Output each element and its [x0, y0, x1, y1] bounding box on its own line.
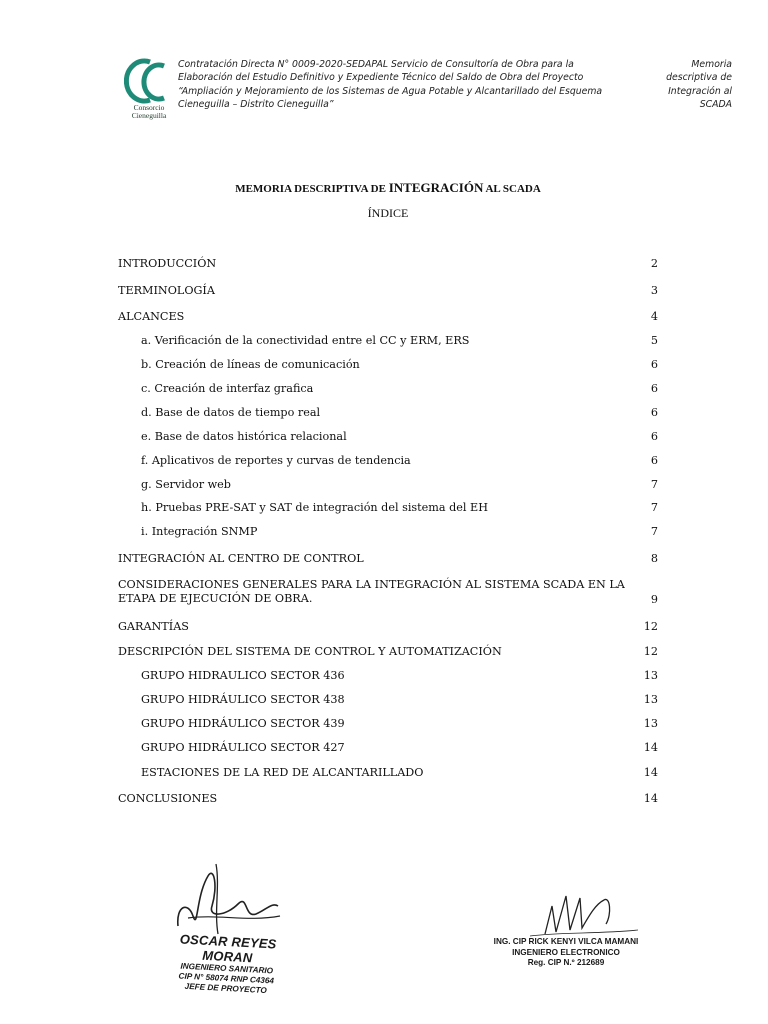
signature-right: [520, 884, 640, 944]
toc-entry-title: GRUPO HIDRÁULICO SECTOR 438: [141, 693, 345, 706]
toc-entry-page: 13: [643, 717, 658, 730]
toc-entry-page: 9: [650, 593, 658, 606]
index-title: ÍNDICE: [367, 206, 409, 220]
toc-entry-page: 3: [650, 284, 658, 297]
logo-brand-text: Consorcio Cieneguilla: [131, 103, 167, 120]
toc-entry-page: 13: [643, 669, 658, 682]
toc-entry-page: 13: [643, 693, 658, 706]
toc-entry-title: INTRODUCCIÓN: [118, 257, 217, 270]
toc-entry-title: e. Base de datos histórica relacional: [141, 430, 347, 443]
toc-entry-title: GRUPO HIDRÁULICO SECTOR 427: [141, 741, 345, 754]
toc-entry-title: a. Verificación de la conectividad entre el CC y ERM, ERS: [141, 334, 470, 347]
toc-entry-page: 6: [650, 382, 658, 395]
toc-entry-page: 6: [650, 454, 658, 467]
toc-entry-page: 6: [650, 430, 658, 443]
cc-logo-icon: [124, 56, 174, 106]
toc-entry-page: 7: [650, 478, 658, 491]
toc-entry-title: DESCRIPCIÓN DEL SISTEMA DE CONTROL Y AUTOMATIZACIÓN: [118, 645, 502, 658]
toc-entry-page: 14: [643, 741, 658, 754]
toc-entry-title: i. Integración SNMP: [141, 525, 258, 538]
toc-entry-page: 12: [643, 645, 658, 658]
toc-entry-title: b. Creación de líneas de comunicación: [141, 358, 360, 371]
header-document-label: Memoria descriptiva de Integración al SCADA: [666, 59, 732, 111]
toc-entry-page: 6: [650, 406, 658, 419]
toc-entry-page: 2: [650, 257, 658, 270]
toc-entry-title: GRUPO HIDRAULICO SECTOR 436: [141, 669, 345, 682]
toc-entry-title: CONCLUSIONES: [118, 792, 218, 805]
toc-entry-title: GRUPO HIDRÁULICO SECTOR 439: [141, 717, 345, 730]
toc-entry-title: c. Creación de interfaz grafica: [141, 382, 314, 395]
toc-entry-title: TERMINOLOGÍA: [118, 284, 215, 297]
toc-entry-page: 14: [643, 766, 658, 779]
toc-entry-page: 7: [650, 501, 658, 514]
toc-entry-title: h. Pruebas PRE-SAT y SAT de integración del sistema del EH: [141, 501, 488, 514]
toc-entry-title: f. Aplicativos de reportes y curvas de tendencia: [141, 454, 411, 467]
toc-entry-title: INTEGRACIÓN AL CENTRO DE CONTROL: [118, 552, 364, 565]
header-contract-description: Contratación Directa N° 0009-2020-SEDAPAL Servicio de Consultoría de Obra para la Elaboración del Estudio Definitivo y Expediente Técnico del Saldo de Obra del Proyecto “Ampliación y Mejoramiento de los Sistemas de Agua Potable y Alcantarillado del Esquema Cieneguilla – Distrito Cieneguilla”: [178, 59, 603, 111]
toc-entry-page: 14: [643, 792, 658, 805]
signature-left-stamp: OSCAR REYES MORAN INGENIERO SANITARIO CIP N° 58074 RNP C4364 JEFE DE PROYECTO: [178, 931, 277, 996]
toc-entry-page: 7: [650, 525, 658, 538]
consorcio-logo: [124, 56, 174, 128]
toc-entry-title: d. Base de datos de tiempo real: [141, 406, 321, 419]
toc-entry[interactable]: [118, 578, 658, 608]
toc-entry-title: ESTACIONES DE LA RED DE ALCANTARILLADO: [141, 766, 424, 779]
toc-entry-page: 12: [643, 620, 658, 633]
signature-right-stamp: ING. CIP RICK KENYI VILCA MAMANI INGENIERO ELECTRONICO Reg. CIP N.º 212689: [493, 937, 639, 968]
toc-entry-title: CONSIDERACIONES GENERALES PARA LA INTEGRACIÓN AL SISTEMA SCADA EN LA ETAPA DE EJECUCIÓN DE OBRA.: [118, 578, 625, 605]
toc-entry-title: g. Servidor web: [141, 478, 231, 491]
toc-entry-page: 8: [650, 552, 658, 565]
document-title: MEMORIA DESCRIPTIVA DE INTEGRACIÓN AL SCADA: [235, 180, 541, 195]
toc-entry-page: 6: [650, 358, 658, 371]
handwritten-signature-icon: [520, 884, 640, 944]
toc-entry-title: GARANTÍAS: [118, 620, 189, 633]
toc-entry-title: ALCANCES: [118, 310, 185, 323]
handwritten-signature-icon: [148, 856, 298, 936]
toc-entry-page: 4: [650, 310, 658, 323]
toc-entry-page: 5: [650, 334, 658, 347]
